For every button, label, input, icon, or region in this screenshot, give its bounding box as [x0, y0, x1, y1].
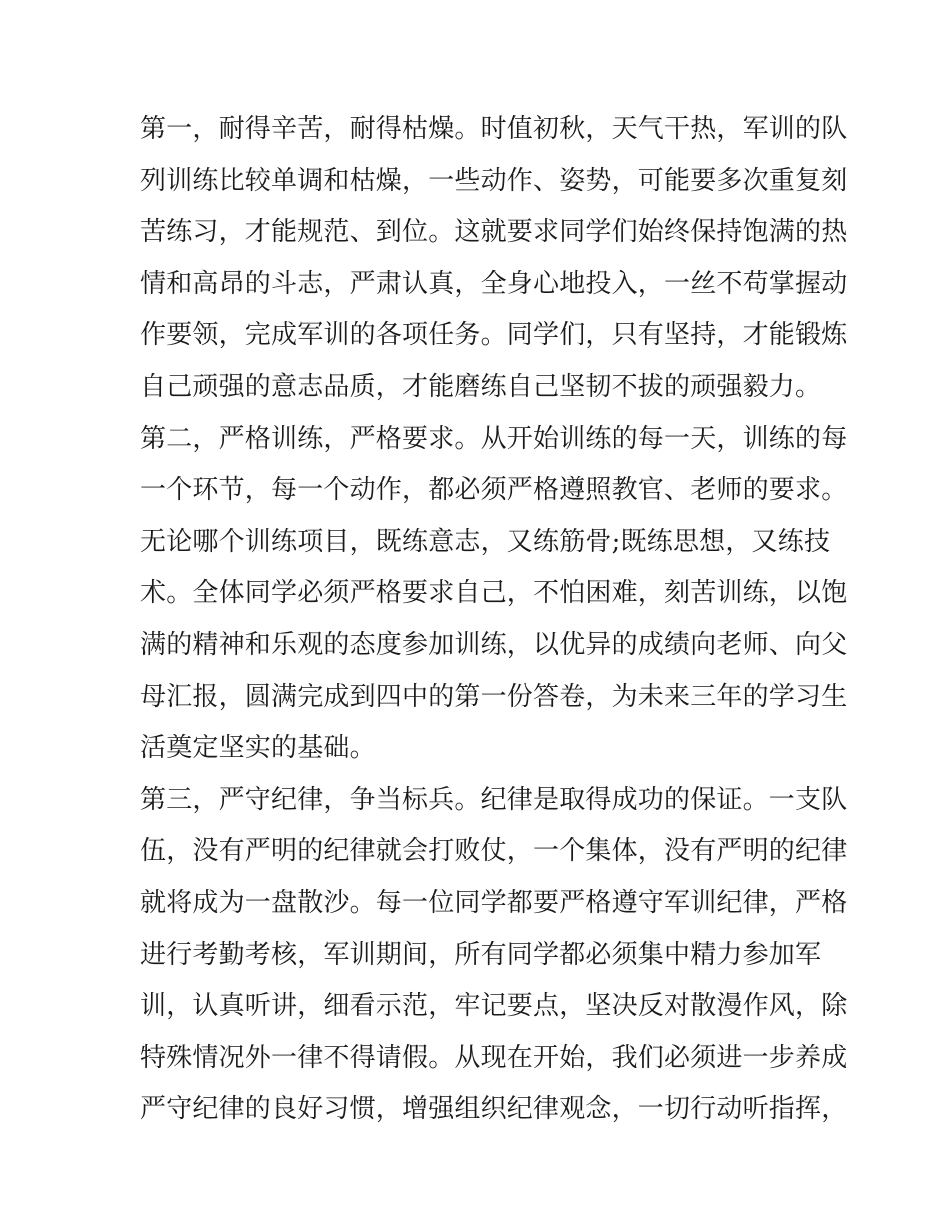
text-line: 苦练习，才能规范、到位。这就要求同学们始终保持饱满的热: [140, 217, 848, 248]
text-line: 特殊情况外一律不得请假。从现在开始，我们必须进一步养成: [140, 1042, 848, 1073]
text-line: 自己顽强的意志品质，才能磨练自己坚韧不拔的顽强毅力。: [140, 371, 822, 402]
text-line: 第三，严守纪律，争当标兵。纪律是取得成功的保证。一支队: [140, 784, 848, 815]
text-line: 母汇报，圆满完成到四中的第一份答卷，为未来三年的学习生: [140, 681, 848, 712]
text-line: 伍，没有严明的纪律就会打败仗，一个集体，没有严明的纪律: [140, 836, 848, 867]
text-line: 一个环节，每一个动作，都必须严格遵照教官、老师的要求。: [140, 475, 848, 506]
text-line: 训，认真听讲，细看示范，牢记要点，坚决反对散漫作风，除: [140, 991, 848, 1022]
text-line: 列训练比较单调和枯燥，一些动作、姿势，可能要多次重复刻: [140, 165, 848, 196]
text-line: 术。全体同学必须严格要求自己，不怕困难，刻苦训练，以饱: [140, 578, 848, 609]
text-line: 无论哪个训练项目，既练意志，又练筋骨;既练思想，又练技: [140, 526, 831, 557]
text-line: 第二，严格训练，严格要求。从开始训练的每一天，训练的每: [140, 423, 848, 454]
text-line: 严守纪律的良好习惯，增强组织纪律观念，一切行动听指挥，: [140, 1094, 848, 1125]
text-line: 作要领，完成军训的各项任务。同学们，只有坚持，才能锻炼: [140, 320, 848, 351]
body-text: [140, 104, 848, 1136]
text-line: 活奠定坚实的基础。: [140, 733, 376, 764]
text-line: 就将成为一盘散沙。每一位同学都要严格遵守军训纪律，严格: [140, 887, 848, 918]
text-line: 第一，耐得辛苦，耐得枯燥。时值初秋，天气干热，军训的队: [140, 114, 848, 144]
text-line: 满的精神和乐观的态度参加训练，以优异的成绩向老师、向父: [140, 629, 848, 660]
text-line: 进行考勤考核，军训期间，所有同学都必须集中精力参加军: [140, 939, 822, 970]
text-line: 情和高昂的斗志，严肃认真，全身心地投入，一丝不苟掌握动: [140, 268, 848, 299]
